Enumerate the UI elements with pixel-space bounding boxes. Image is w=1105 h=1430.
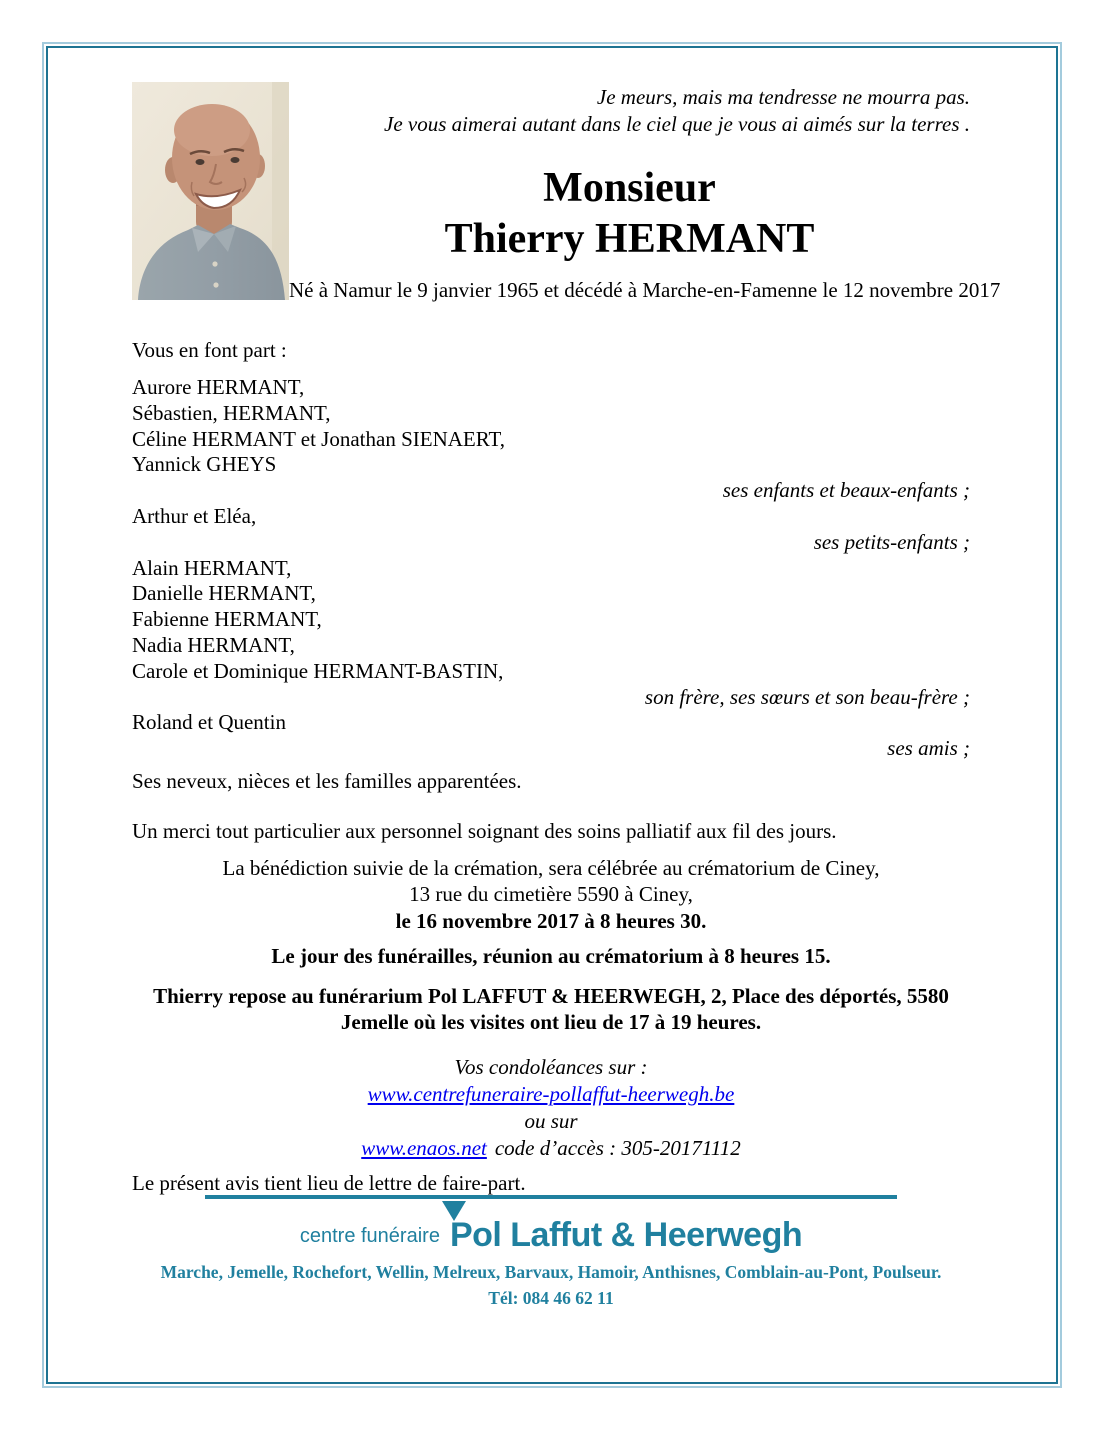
page-border-outer (42, 42, 1062, 1388)
brand-name-label (450, 1217, 802, 1253)
family-member: Alain HERMANT, (132, 555, 292, 580)
relatives-line: Ses neveux, nièces et les familles apparentées. (132, 768, 522, 793)
portrait-photo (132, 82, 289, 300)
ceremony-line-2: 13 rue du cimetière 5590 à Ciney, (409, 882, 693, 907)
family-member: Nadia HERMANT, (132, 632, 295, 657)
ceremony-line-1: La bénédiction suivie de la crémation, sera célébrée au crématorium de Ciney, (222, 855, 880, 880)
funeral-home-footer (132, 1195, 970, 1309)
announcement-intro: Vous en font part : (132, 338, 287, 362)
access-code-text: code d’accès : 305-20171112 (494, 1135, 741, 1160)
family-member: Roland et Quentin (132, 710, 286, 735)
header-text (289, 82, 1001, 303)
page-content (54, 54, 1050, 1376)
family-member: Fabienne HERMANT, (132, 607, 322, 632)
condolences-link-centrefuneraire[interactable]: www.centrefuneraire-pollaffut-heerwegh.be (367, 1081, 735, 1106)
condolences-link-enaos[interactable]: www.enaos.net (361, 1135, 487, 1160)
family-member: Sébastien, HERMANT, (132, 400, 331, 425)
relation-label-friends: ses amis ; (887, 736, 970, 761)
cities-line: Marche, Jemelle, Rochefort, Wellin, Melreux, Barvaux, Hamoir, Anthisnes, Comblain-au-Pont, Poulseur. (160, 1261, 942, 1282)
quote-line-2: Je vous aimerai autant dans le ciel que je vous ai aimés sur la terres . (384, 112, 970, 136)
page-border-inner (46, 46, 1058, 1384)
family-member: Arthur et Eléa, (132, 503, 257, 528)
portrait-photo-illustration (132, 82, 289, 300)
ceremony-date-line: le 16 novembre 2017 à 8 heures 30. (395, 908, 707, 933)
quote-line-1: Je meurs, mais ma tendresse ne mourra pas. (596, 85, 970, 109)
deceased-name: Thierry HERMANT (444, 216, 815, 262)
title-honorific: Monsieur (543, 165, 716, 211)
condolences-separator: ou sur (524, 1108, 578, 1133)
relation-label-grandchildren: ses petits-enfants ; (813, 529, 970, 554)
family-member: Aurore HERMANT, (132, 375, 305, 399)
footer-divider (205, 1195, 897, 1199)
family-list (132, 375, 970, 762)
header-section (132, 82, 1001, 303)
notice-line: Le présent avis tient lieu de lettre de faire-part. (132, 1170, 526, 1195)
repose-lines (132, 983, 970, 1036)
meeting-line: Le jour des funérailles, réunion au crématorium à 8 heures 15. (271, 944, 831, 969)
repose-line-1: Thierry repose au funérarium Pol LAFFUT & HEERWEGH, 2, Place des déportés, 5580 (153, 983, 949, 1008)
ceremony-details (132, 855, 970, 935)
family-member: Céline HERMANT et Jonathan SIENAERT, (132, 426, 505, 451)
family-member: Danielle HERMANT, (132, 581, 316, 606)
family-member: Carole et Dominique HERMANT-BASTIN, (132, 658, 504, 683)
phone-line: Tél: 084 46 62 11 (488, 1287, 614, 1308)
relation-label-children: ses enfants et beaux-enfants ; (722, 478, 970, 503)
triangle-icon (442, 1201, 466, 1221)
announcement-body (132, 337, 970, 1195)
condolences-block (132, 1054, 970, 1162)
family-member: Yannick GHEYS (132, 452, 277, 477)
deceased-title (289, 163, 970, 265)
memorial-quote (289, 84, 970, 138)
repose-line-2: Jemelle où les visites ont lieu de 17 à 19 heures. (340, 1010, 762, 1035)
brand-name-text: Pol Laffut & Heerwegh (449, 1215, 803, 1254)
relation-label-siblings: son frère, ses sœurs et son beau-frère ; (644, 684, 970, 709)
funeral-home-logo (132, 1207, 970, 1253)
condolences-intro: Vos condoléances sur : (454, 1054, 648, 1079)
birth-death-line: Né à Namur le 9 janvier 1965 et décédé à Marche-en-Famenne le 12 novembre 2017 (289, 278, 1001, 302)
brand-prefix-label: centre funéraire (299, 1224, 440, 1247)
thanks-line: Un merci tout particulier aux personnel soignant des soins palliatif aux fil des jours. (132, 818, 837, 843)
